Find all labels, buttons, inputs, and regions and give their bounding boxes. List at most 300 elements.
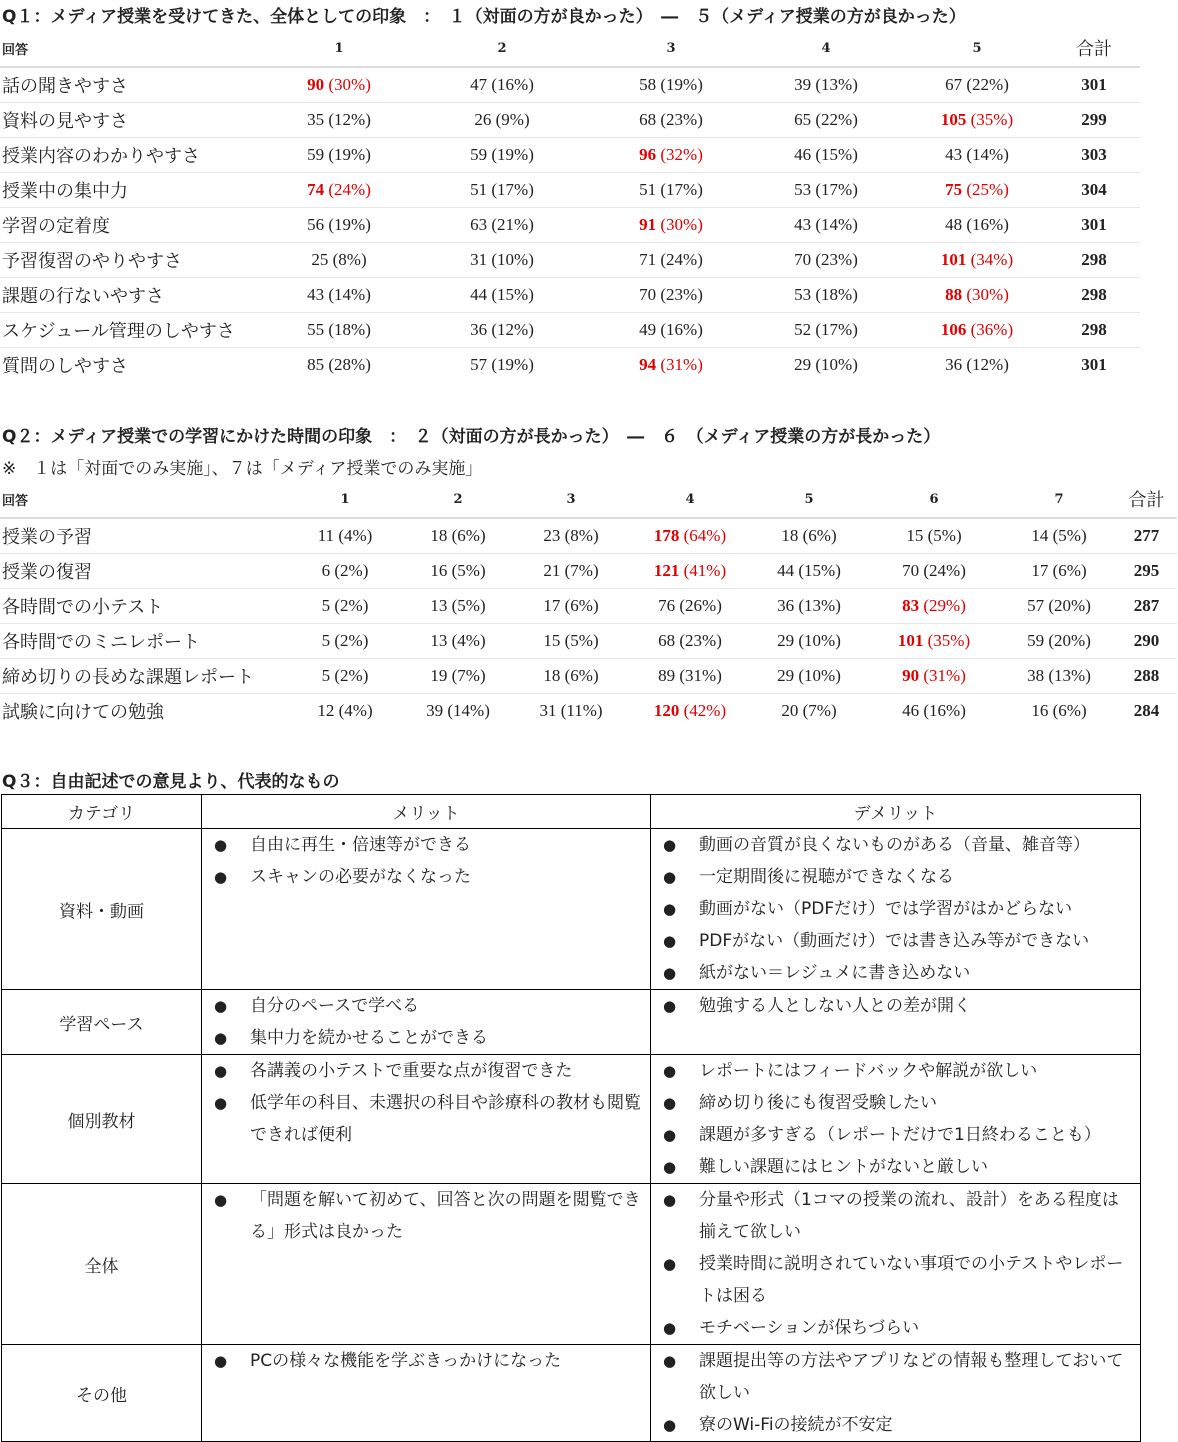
q1-header-cell: 1 (270, 30, 408, 67)
value-cell (402, 589, 514, 624)
q1-header-row (0, 30, 1140, 67)
value-cell (408, 173, 596, 208)
percent-value: (21%) (491, 215, 534, 234)
count-value: 15 (906, 526, 924, 545)
total-value: 277 (1116, 518, 1177, 554)
percent-value: (12%) (491, 320, 534, 339)
q2-header-cell: 3 (514, 481, 628, 518)
percent-value: (7%) (564, 561, 599, 580)
percent-value: (8%) (332, 250, 367, 269)
value-cell (514, 554, 628, 589)
value-cell (270, 348, 408, 383)
count-value: 17 (543, 596, 561, 615)
value-cell (866, 518, 1002, 554)
value-cell (628, 659, 752, 694)
value-cell (866, 554, 1002, 589)
percent-value: (13%) (815, 75, 858, 94)
total-value: 288 (1116, 659, 1177, 694)
q1-header-cell: 3 (596, 30, 746, 67)
list-item: ● 締め切り後にも復習受験したい (651, 1087, 1140, 1119)
count-value: 48 (945, 215, 963, 234)
count-value: 53 (794, 285, 812, 304)
value-cell (288, 554, 402, 589)
percent-value: (19%) (491, 145, 534, 164)
count-value: 26 (474, 110, 492, 129)
count-value: 36 (777, 596, 795, 615)
count-value: 53 (794, 180, 812, 199)
value-cell (270, 138, 408, 173)
value-cell (866, 694, 1002, 729)
percent-value: (14%) (447, 701, 490, 720)
count-value: 29 (794, 355, 812, 374)
count-value: 63 (470, 215, 488, 234)
total-value: 298 (1048, 243, 1140, 278)
percent-value: (23%) (660, 110, 703, 129)
percent-value: (10%) (798, 666, 841, 685)
row-label: スケジュール管理のしやすさ (0, 313, 270, 348)
q1-header-cell: 合計 (1048, 30, 1140, 67)
list-item: ● 勉強する人としない人との差が開く (651, 990, 1140, 1022)
table-row (0, 518, 1177, 554)
percent-value: (23%) (660, 285, 703, 304)
highlight-cell (628, 554, 752, 589)
q3-header-category: カテゴリ (2, 795, 202, 829)
highlight-cell (596, 138, 746, 173)
q2-header-cell: 6 (866, 481, 1002, 518)
percent-value: (8%) (564, 526, 599, 545)
row-label: 授業の予習 (0, 518, 288, 554)
value-cell (746, 348, 906, 383)
category-cell: 資料・動画 (2, 829, 202, 990)
value-cell (752, 589, 866, 624)
count-value: 121 (653, 561, 680, 580)
q2-header-cell: 1 (288, 481, 402, 518)
merit-cell (202, 1345, 651, 1442)
q1-header-cell: 回答 (0, 30, 270, 67)
value-cell (752, 624, 866, 659)
value-cell (402, 554, 514, 589)
value-cell (596, 67, 746, 103)
value-cell (288, 518, 402, 554)
list-item: ● 動画の音質が良くないものがある（音量、雑音等） (651, 829, 1140, 861)
total-value: 287 (1116, 589, 1177, 624)
value-cell (288, 624, 402, 659)
value-cell (596, 313, 746, 348)
count-value: 70 (794, 250, 812, 269)
percent-value: (5%) (451, 561, 486, 580)
value-cell (746, 138, 906, 173)
highlight-cell (906, 173, 1048, 208)
value-cell (1002, 554, 1116, 589)
value-cell (402, 518, 514, 554)
table-row (0, 173, 1140, 208)
percent-value: (35%) (927, 631, 971, 650)
row-label: 授業の復習 (0, 554, 288, 589)
value-cell (752, 518, 866, 554)
value-cell (746, 67, 906, 103)
value-cell (746, 243, 906, 278)
count-value: 18 (543, 666, 561, 685)
demerits-list (651, 1055, 1140, 1183)
count-value: 13 (430, 596, 448, 615)
list-item: ● 自由に再生・倍速等ができる (202, 829, 650, 861)
percent-value: (17%) (491, 180, 534, 199)
count-value: 47 (470, 75, 488, 94)
value-cell (514, 659, 628, 694)
count-value: 68 (639, 110, 657, 129)
value-cell (1002, 589, 1116, 624)
highlight-cell (906, 243, 1048, 278)
percent-value: (32%) (660, 145, 703, 164)
percent-value: (23%) (679, 631, 722, 650)
value-cell (746, 173, 906, 208)
q1-header-cell: 2 (408, 30, 596, 67)
count-value: 90 (307, 75, 325, 94)
count-value: 65 (794, 110, 812, 129)
percent-value: (25%) (966, 180, 1009, 199)
demerits-list (651, 1184, 1140, 1344)
percent-value: (2%) (334, 596, 369, 615)
row-label: 各時間での小テスト (0, 589, 288, 624)
value-cell (408, 67, 596, 103)
category-cell: その他 (2, 1345, 202, 1442)
percent-value: (5%) (927, 526, 962, 545)
count-value: 51 (470, 180, 488, 199)
q1-header-cell: 5 (906, 30, 1048, 67)
merits-list (202, 1184, 650, 1248)
percent-value: (16%) (660, 320, 703, 339)
list-item: ● 低学年の科目、未選択の科目や診療科の教材も閲覧できれば便利 (202, 1087, 650, 1151)
q2-table (0, 481, 1177, 728)
count-value: 68 (658, 631, 676, 650)
table-row (0, 589, 1177, 624)
merits-list (202, 1055, 650, 1151)
count-value: 25 (311, 250, 329, 269)
q3-table (1, 794, 1141, 1442)
count-value: 29 (777, 631, 795, 650)
count-value: 57 (1027, 596, 1045, 615)
table-row (0, 624, 1177, 659)
row-label: 質問のしやすさ (2, 356, 128, 377)
value-cell (906, 348, 1048, 383)
value-cell (1002, 694, 1116, 729)
count-value: 52 (794, 320, 812, 339)
value-cell (288, 694, 402, 729)
total-value: 301 (1048, 67, 1140, 103)
percent-value: (2%) (334, 561, 369, 580)
count-value: 29 (777, 666, 795, 685)
q2-header-cell: 4 (628, 481, 752, 518)
merit-cell (202, 829, 651, 990)
count-value: 13 (430, 631, 448, 650)
value-cell (408, 138, 596, 173)
value-cell (270, 313, 408, 348)
percent-value: (15%) (491, 285, 534, 304)
highlight-cell (866, 659, 1002, 694)
q3-title: Q３：自由記述での意見より、代表的なもの (2, 772, 340, 792)
count-value: 12 (317, 701, 335, 720)
demerits-list (651, 1345, 1140, 1441)
percent-value: (23%) (815, 250, 858, 269)
value-cell (906, 138, 1048, 173)
count-value: 44 (777, 561, 795, 580)
count-value: 6 (321, 561, 331, 580)
count-value: 55 (307, 320, 325, 339)
list-item: ● 集中力を続かせることができる (202, 1022, 650, 1054)
value-cell (752, 694, 866, 729)
count-value: 16 (430, 561, 448, 580)
percent-value: (6%) (451, 526, 486, 545)
percent-value: (6%) (1052, 561, 1087, 580)
row-label: 学習の定着度 (0, 208, 270, 243)
value-cell (746, 208, 906, 243)
percent-value: (42%) (683, 701, 727, 720)
merit-cell (202, 990, 651, 1055)
percent-value: (29%) (923, 596, 966, 615)
percent-value: (10%) (815, 355, 858, 374)
category-cell: 全体 (2, 1184, 202, 1345)
percent-value: (16%) (966, 215, 1009, 234)
category-cell: 学習ペース (2, 990, 202, 1055)
merits-list (202, 1345, 650, 1377)
row-label: 授業内容のわかりやすさ (0, 138, 270, 173)
highlight-cell (906, 278, 1048, 313)
demerit-cell (651, 990, 1141, 1055)
percent-value: (28%) (328, 355, 371, 374)
count-value: 101 (897, 631, 924, 650)
row-label: 各時間でのミニレポート (0, 624, 288, 659)
percent-value: (31%) (923, 666, 966, 685)
merits-list (202, 829, 650, 893)
percent-value: (15%) (815, 145, 858, 164)
total-value: 299 (1048, 103, 1140, 138)
list-item: ● 課題が多すぎる（レポートだけで1日終わることも） (651, 1119, 1140, 1151)
table-row (2, 829, 1141, 990)
list-item: ● 難しい課題にはヒントがないと厳しい (651, 1151, 1140, 1183)
count-value: 43 (307, 285, 325, 304)
count-value: 18 (430, 526, 448, 545)
table-row (0, 278, 1140, 313)
value-cell (596, 173, 746, 208)
total-value: 298 (1048, 278, 1140, 313)
percent-value: (26%) (679, 596, 722, 615)
list-item: ● 動画がない（PDFだけ）では学習がはかどらない (651, 893, 1140, 925)
highlight-cell (596, 208, 746, 243)
total-value: 303 (1048, 138, 1140, 173)
count-value: 101 (940, 250, 967, 269)
q1-table (0, 30, 1140, 382)
value-cell (596, 278, 746, 313)
highlight-cell (866, 624, 1002, 659)
table-row (2, 1055, 1141, 1184)
value-cell (514, 589, 628, 624)
percent-value: (4%) (338, 701, 373, 720)
value-cell (906, 67, 1048, 103)
merit-cell (202, 1184, 651, 1345)
count-value: 59 (307, 145, 325, 164)
value-cell (752, 554, 866, 589)
percent-value: (31%) (660, 355, 703, 374)
count-value: 46 (794, 145, 812, 164)
percent-value: (30%) (328, 75, 371, 94)
percent-value: (20%) (1048, 631, 1091, 650)
demerit-cell (651, 1184, 1141, 1345)
total-value: 298 (1048, 313, 1140, 348)
table-row (2, 1345, 1141, 1442)
percent-value: (5%) (451, 596, 486, 615)
value-cell (1002, 624, 1116, 659)
value-cell (752, 659, 866, 694)
value-cell (408, 278, 596, 313)
total-value: 301 (1081, 355, 1107, 374)
list-item: ● PCの様々な機能を学ぶきっかけになった (202, 1345, 650, 1377)
percent-value: (12%) (328, 110, 371, 129)
highlight-cell (628, 694, 752, 729)
count-value: 96 (639, 145, 657, 164)
count-value: 178 (653, 526, 680, 545)
percent-value: (22%) (966, 75, 1009, 94)
list-item: ● 分量や形式（1コマの授業の流れ、設計）をある程度は揃えて欲しい (651, 1184, 1140, 1248)
demerits-list (651, 990, 1140, 1022)
percent-value: (6%) (1052, 701, 1087, 720)
count-value: 70 (639, 285, 657, 304)
percent-value: (24%) (660, 250, 703, 269)
value-cell (628, 624, 752, 659)
count-value: 38 (1027, 666, 1045, 685)
highlight-cell (628, 518, 752, 554)
highlight-cell (270, 173, 408, 208)
table-row (0, 554, 1177, 589)
value-cell (906, 208, 1048, 243)
merits-list (202, 990, 650, 1054)
count-value: 36 (945, 355, 963, 374)
table-row (0, 208, 1140, 243)
percent-value: (4%) (451, 631, 486, 650)
value-cell (402, 694, 514, 729)
table-row (0, 659, 1177, 694)
count-value: 56 (307, 215, 325, 234)
percent-value: (30%) (966, 285, 1009, 304)
demerit-cell (651, 829, 1141, 990)
count-value: 39 (426, 701, 444, 720)
category-cell: 個別教材 (2, 1055, 202, 1184)
total-value: 295 (1116, 554, 1177, 589)
q2-title: Q２：メディア授業での学習にかけた時間の印象 ： ２（対面の方が長かった） ― ６ （メディア授業の方が長かった） (2, 427, 941, 447)
percent-value: (9%) (495, 110, 530, 129)
value-cell (746, 103, 906, 138)
table-row (0, 103, 1140, 138)
percent-value: (16%) (491, 75, 534, 94)
list-item: ● 自分のペースで学べる (202, 990, 650, 1022)
q1-header-cell: 4 (746, 30, 906, 67)
percent-value: (14%) (328, 285, 371, 304)
value-cell (270, 278, 408, 313)
percent-value: (41%) (683, 561, 727, 580)
q2-header-row (0, 481, 1177, 518)
count-value: 44 (470, 285, 488, 304)
value-cell (746, 278, 906, 313)
percent-value: (6%) (564, 666, 599, 685)
value-cell (288, 589, 402, 624)
percent-value: (30%) (660, 215, 703, 234)
count-value: 67 (945, 75, 963, 94)
value-cell (408, 208, 596, 243)
q2-header-cell: 回答 (0, 481, 288, 518)
count-value: 15 (543, 631, 561, 650)
count-value: 88 (945, 285, 963, 304)
percent-value: (5%) (1052, 526, 1087, 545)
q2-note: ※ １は「対面でのみ実施」、７は「メディア授業でのみ実施」 (2, 459, 483, 479)
list-item: ● 「問題を解いて初めて、回答と次の問題を閲覧できる」形式は良かった (202, 1184, 650, 1248)
count-value: 17 (1031, 561, 1049, 580)
value-cell (408, 348, 596, 383)
count-value: 51 (639, 180, 657, 199)
value-cell (402, 624, 514, 659)
percent-value: (36%) (970, 320, 1014, 339)
percent-value: (24%) (328, 180, 371, 199)
list-item: ● 課題提出等の方法やアプリなどの情報も整理しておいて欲しい (651, 1345, 1140, 1409)
list-item: ● 各講義の小テストで重要な点が復習できた (202, 1055, 650, 1087)
list-item: ● レポートにはフィードバックや解説が欲しい (651, 1055, 1140, 1087)
count-value: 120 (653, 701, 680, 720)
row-label: 資料の見やすさ (0, 103, 270, 138)
highlight-cell (270, 67, 408, 103)
count-value: 90 (902, 666, 920, 685)
count-value: 36 (470, 320, 488, 339)
percent-value: (16%) (923, 701, 966, 720)
count-value: 43 (945, 145, 963, 164)
row-label: 授業中の集中力 (0, 173, 270, 208)
row-label: 予習復習のやりやすさ (0, 243, 270, 278)
count-value: 16 (1031, 701, 1049, 720)
percent-value: (2%) (334, 631, 369, 650)
count-value: 20 (781, 701, 799, 720)
percent-value: (14%) (815, 215, 858, 234)
percent-value: (10%) (798, 631, 841, 650)
percent-value: (22%) (815, 110, 858, 129)
value-cell (514, 518, 628, 554)
percent-value: (12%) (966, 355, 1009, 374)
count-value: 57 (470, 355, 488, 374)
highlight-cell (866, 589, 1002, 624)
percent-value: (20%) (1048, 596, 1091, 615)
count-value: 43 (794, 215, 812, 234)
value-cell (270, 243, 408, 278)
count-value: 105 (940, 110, 967, 129)
value-cell (1002, 659, 1116, 694)
highlight-cell (596, 348, 746, 383)
count-value: 18 (781, 526, 799, 545)
percent-value: (13%) (798, 596, 841, 615)
count-value: 94 (639, 355, 657, 374)
percent-value: (19%) (328, 145, 371, 164)
count-value: 85 (307, 355, 325, 374)
total-value: 301 (1048, 208, 1140, 243)
table-row (0, 243, 1140, 278)
count-value: 23 (543, 526, 561, 545)
list-item: ● 寮のWi-Fiの接続が不安定 (651, 1409, 1140, 1441)
percent-value: (17%) (660, 180, 703, 199)
table-row (0, 348, 1140, 383)
highlight-cell (906, 313, 1048, 348)
q2-header-cell: 5 (752, 481, 866, 518)
table-row (2, 990, 1141, 1055)
value-cell (628, 589, 752, 624)
value-cell (402, 659, 514, 694)
highlight-cell (906, 103, 1048, 138)
q2-header-cell: 2 (402, 481, 514, 518)
percent-value: (24%) (923, 561, 966, 580)
